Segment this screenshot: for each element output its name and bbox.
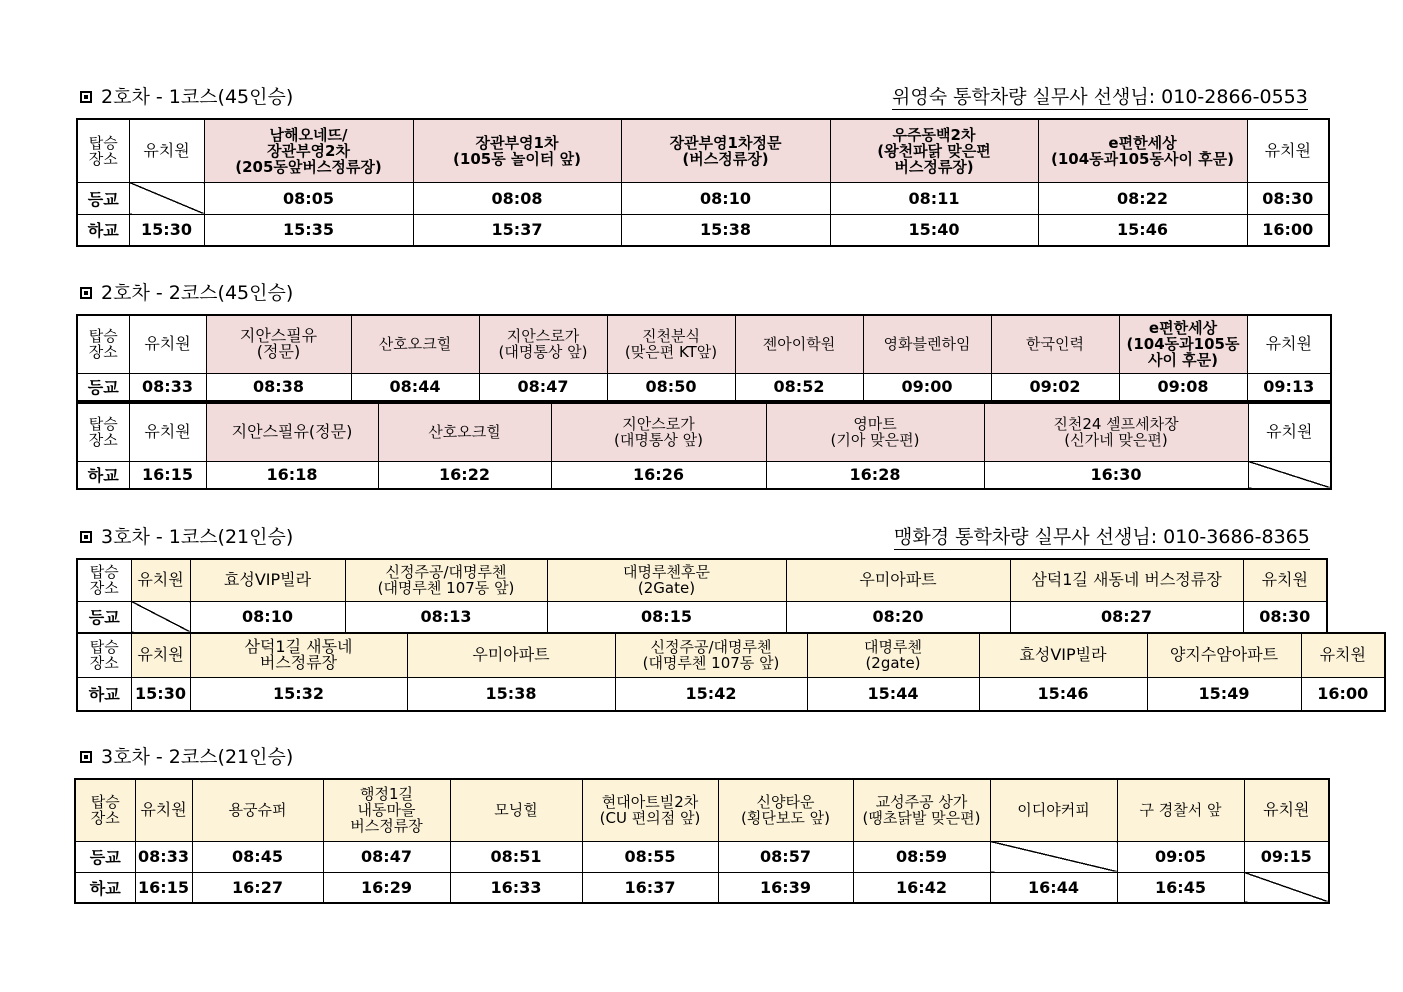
schedule-table-bus2-course2-back — [76, 402, 1332, 490]
go-time: 08:50 — [607, 373, 735, 401]
go-row — [75, 841, 1329, 872]
place-label: 탑승 장소 — [77, 315, 129, 373]
go-time: 08:10 — [190, 601, 345, 633]
back-time: 16:45 — [1117, 872, 1244, 903]
stop-3: 모닝힐 — [450, 779, 582, 841]
go-label: 등교 — [75, 841, 135, 872]
stop-1: 용궁슈퍼 — [192, 779, 323, 841]
square-bullet-icon — [80, 287, 92, 299]
go-time: 09:02 — [991, 373, 1119, 401]
stop-kindergarten-end: 유치원 — [1244, 779, 1329, 841]
go-time: 08:15 — [547, 601, 786, 633]
section-title-text: 2호차 - 1코스(45인승) — [101, 86, 294, 108]
stop-5: e편한세상 (104동과105동사이 후문) — [1038, 119, 1247, 182]
back-time: 15:46 — [1038, 214, 1247, 246]
back-time: 16:28 — [766, 461, 984, 489]
schedule-table-bus3-course1-back — [76, 632, 1386, 712]
back-time: 15:38 — [407, 677, 615, 711]
back-time: 15:46 — [979, 677, 1147, 711]
schedule-table-bus3-course1-go — [76, 558, 1328, 634]
place-label: 탑승 장소 — [77, 119, 129, 182]
stop-2: 산호오크힐 — [378, 403, 551, 461]
back-label: 하교 — [77, 677, 131, 711]
go-time: 08:55 — [582, 841, 718, 872]
schedule-table-bus2-course1 — [76, 118, 1330, 247]
back-time: 16:30 — [984, 461, 1248, 489]
go-time: 09:13 — [1247, 373, 1331, 401]
back-label: 하교 — [75, 872, 135, 903]
go-row — [77, 373, 1331, 401]
stop-2: 우미아파트 — [407, 633, 615, 677]
back-time: 16:26 — [551, 461, 766, 489]
go-label: 등교 — [77, 601, 131, 633]
back-time: 16:39 — [718, 872, 853, 903]
schedule-table-bus2-course2-go — [76, 314, 1332, 402]
section-title-bus3-course1 — [80, 526, 293, 548]
square-bullet-icon — [80, 531, 92, 543]
stop-6: 영화블렌하임 — [863, 315, 991, 373]
place-label: 탑승 장소 — [77, 633, 131, 677]
stop-7: 한국인력 — [991, 315, 1119, 373]
go-time: 08:30 — [1243, 601, 1327, 633]
back-row — [75, 872, 1329, 903]
stops-row — [77, 403, 1331, 461]
go-time: 08:47 — [323, 841, 450, 872]
stop-6: 교성주공 상가 (땡초닭발 맞은편) — [853, 779, 990, 841]
place-label: 탑승 장소 — [77, 403, 129, 461]
back-label: 하교 — [77, 214, 129, 246]
back-time: 16:00 — [1301, 677, 1385, 711]
back-time: 15:38 — [621, 214, 830, 246]
teacher-contact-2: 맹화경 통학차량 실무사 선생님: 010-3686-8365 — [894, 526, 1310, 548]
stop-2: 신정주공/대명루첸 (대명루첸 107동 앞) — [345, 559, 547, 601]
stop-8: e편한세상 (104동과105동 사이 후문) — [1119, 315, 1247, 373]
stop-5: 삼덕1길 새동네 버스정류장 — [1010, 559, 1243, 601]
section-title-bus3-course2 — [80, 746, 293, 768]
back-time: 16:33 — [450, 872, 582, 903]
stop-1: 지안스필유(정문) — [206, 403, 378, 461]
go-time: 08:05 — [204, 182, 413, 214]
stop-5: 신양타운 (횡단보도 앞) — [718, 779, 853, 841]
stop-kindergarten-end: 유치원 — [1247, 119, 1329, 182]
go-time-empty — [990, 841, 1117, 872]
stop-8: 구 경찰서 앞 — [1117, 779, 1244, 841]
back-time: 16:27 — [192, 872, 323, 903]
stop-6: 양지수암아파트 — [1147, 633, 1301, 677]
back-time: 15:32 — [190, 677, 407, 711]
stop-1: 남해오네뜨/ 장관부영2차 (205동앞버스정류장) — [204, 119, 413, 182]
go-time: 09:08 — [1119, 373, 1247, 401]
go-label: 등교 — [77, 373, 129, 401]
stop-4: 영마트 (기아 맞은편) — [766, 403, 984, 461]
back-time: 15:42 — [615, 677, 807, 711]
back-time: 15:30 — [131, 677, 190, 711]
go-time: 08:38 — [206, 373, 351, 401]
go-time: 08:20 — [786, 601, 1010, 633]
stop-3: 신정주공/대명루첸 (대명루첸 107동 앞) — [615, 633, 807, 677]
back-time: 16:18 — [206, 461, 378, 489]
stop-1: 효성VIP빌라 — [190, 559, 345, 601]
teacher-contact-1: 위영숙 통학차량 실무사 선생님: 010-2866-0553 — [892, 86, 1308, 108]
back-label: 하교 — [77, 461, 129, 489]
go-time: 08:45 — [192, 841, 323, 872]
section-title-bus2-course1 — [80, 86, 293, 108]
stop-kindergarten-end: 유치원 — [1301, 633, 1385, 677]
stops-row — [75, 779, 1329, 841]
stop-kindergarten: 유치원 — [131, 559, 190, 601]
go-row — [77, 182, 1329, 214]
stop-kindergarten-end: 유치원 — [1247, 315, 1331, 373]
schedule-table-bus3-course2 — [74, 778, 1330, 904]
go-time: 08:08 — [413, 182, 621, 214]
go-time: 08:30 — [1247, 182, 1329, 214]
go-row — [77, 601, 1327, 633]
go-time: 08:51 — [450, 841, 582, 872]
stop-kindergarten-end: 유치원 — [1248, 403, 1331, 461]
stop-4: 대명루첸 (2gate) — [807, 633, 979, 677]
stops-row — [77, 633, 1385, 677]
stop-4: 현대아트빌2차 (CU 편의점 앞) — [582, 779, 718, 841]
stop-kindergarten: 유치원 — [129, 119, 204, 182]
stop-2: 산호오크힐 — [351, 315, 479, 373]
go-label: 등교 — [77, 182, 129, 214]
stop-3: 대명루첸후문 (2Gate) — [547, 559, 786, 601]
stop-5: 효성VIP빌라 — [979, 633, 1147, 677]
go-time: 08:22 — [1038, 182, 1247, 214]
go-time-empty — [129, 182, 204, 214]
stop-5: 젠아이학원 — [735, 315, 863, 373]
back-row — [77, 461, 1331, 489]
back-time: 15:30 — [129, 214, 204, 246]
back-time: 16:22 — [378, 461, 551, 489]
stop-3: 지안스로가 (대명통상 앞) — [479, 315, 607, 373]
back-row — [77, 677, 1385, 711]
go-time: 08:11 — [830, 182, 1038, 214]
stop-1: 삼덕1길 새동네 버스정류장 — [190, 633, 407, 677]
back-time: 16:42 — [853, 872, 990, 903]
go-time: 08:47 — [479, 373, 607, 401]
stops-row — [77, 315, 1331, 373]
stop-3: 장관부영1차정문 (버스정류장) — [621, 119, 830, 182]
back-time: 15:44 — [807, 677, 979, 711]
stop-kindergarten: 유치원 — [131, 633, 190, 677]
stop-7: 이디야커피 — [990, 779, 1117, 841]
back-time: 16:44 — [990, 872, 1117, 903]
go-time: 09:15 — [1244, 841, 1329, 872]
go-time: 08:59 — [853, 841, 990, 872]
stops-row — [77, 559, 1327, 601]
section-title-text: 3호차 - 1코스(21인승) — [101, 526, 294, 548]
section-title-text: 2호차 - 2코스(45인승) — [101, 282, 294, 304]
go-time: 08:27 — [1010, 601, 1243, 633]
go-time: 08:44 — [351, 373, 479, 401]
stop-3: 지안스로가 (대명통상 앞) — [551, 403, 766, 461]
back-time: 15:49 — [1147, 677, 1301, 711]
go-time: 09:05 — [1117, 841, 1244, 872]
go-time: 08:33 — [129, 373, 206, 401]
stops-row — [77, 119, 1329, 182]
go-time: 08:57 — [718, 841, 853, 872]
stop-2: 행정1길 내동마을 버스정류장 — [323, 779, 450, 841]
go-time: 08:33 — [135, 841, 192, 872]
back-time: 15:40 — [830, 214, 1038, 246]
square-bullet-icon — [80, 751, 92, 763]
back-time-empty — [1248, 461, 1331, 489]
back-time: 15:37 — [413, 214, 621, 246]
go-time: 08:52 — [735, 373, 863, 401]
back-row — [77, 214, 1329, 246]
back-time: 16:00 — [1247, 214, 1329, 246]
stop-kindergarten: 유치원 — [129, 315, 206, 373]
stop-1: 지안스필유 (정문) — [206, 315, 351, 373]
square-bullet-icon — [80, 91, 92, 103]
section-title-text: 3호차 - 2코스(21인승) — [101, 746, 294, 768]
back-time: 16:15 — [129, 461, 206, 489]
back-time-empty — [1244, 872, 1329, 903]
stop-4: 진천분식 (맞은편 KT앞) — [607, 315, 735, 373]
stop-4: 우주동백2차 (왕천파닭 맞은편 버스정류장) — [830, 119, 1038, 182]
go-time: 08:13 — [345, 601, 547, 633]
stop-2: 장관부영1차 (105동 놀이터 앞) — [413, 119, 621, 182]
go-time: 09:00 — [863, 373, 991, 401]
go-time-empty — [131, 601, 190, 633]
stop-4: 우미아파트 — [786, 559, 1010, 601]
stop-kindergarten: 유치원 — [129, 403, 206, 461]
back-time: 16:15 — [135, 872, 192, 903]
stop-kindergarten: 유치원 — [135, 779, 192, 841]
stop-kindergarten-end: 유치원 — [1243, 559, 1327, 601]
back-time: 16:29 — [323, 872, 450, 903]
place-label: 탑승 장소 — [75, 779, 135, 841]
place-label: 탑승 장소 — [77, 559, 131, 601]
section-title-bus2-course2 — [80, 282, 293, 304]
go-time: 08:10 — [621, 182, 830, 214]
back-time: 16:37 — [582, 872, 718, 903]
back-time: 15:35 — [204, 214, 413, 246]
stop-5: 진천24 셀프세차장 (신가네 맞은편) — [984, 403, 1248, 461]
